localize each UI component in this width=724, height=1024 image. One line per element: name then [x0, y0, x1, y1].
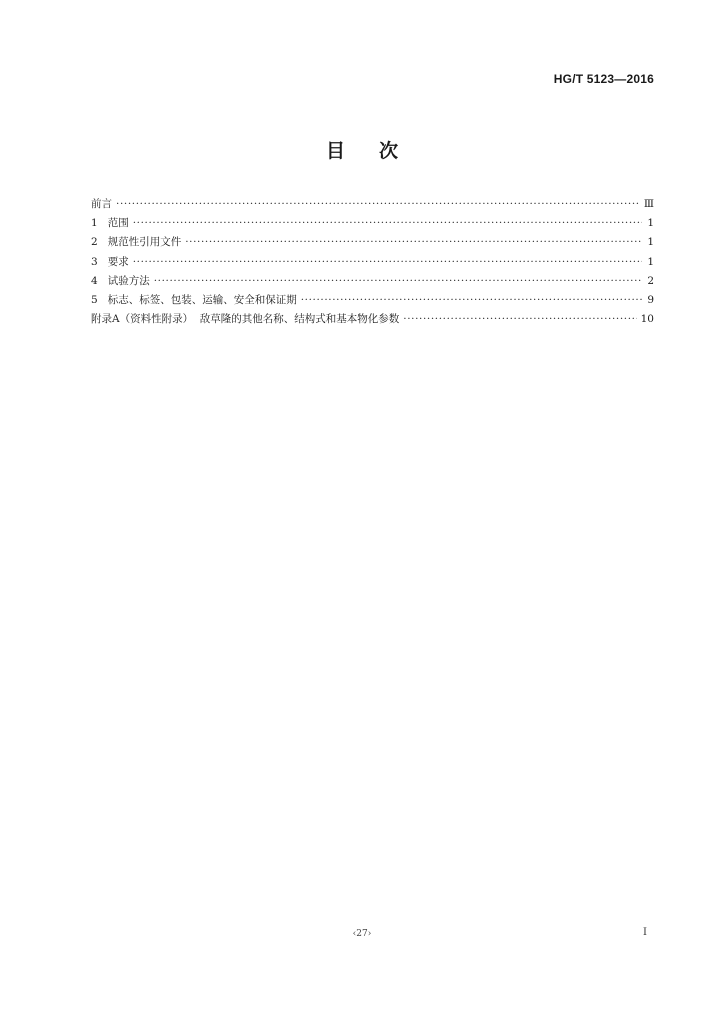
toc-entry-requirements[interactable] [91, 253, 654, 272]
toc-entry-number: 2 [91, 236, 98, 249]
leader-dots [403, 310, 636, 329]
toc-entry-number: 5 [91, 293, 98, 306]
leader-dots [133, 214, 642, 233]
toc-entry-foreword[interactable] [91, 195, 654, 214]
toc-entry-annex-a[interactable] [91, 310, 654, 329]
toc-entry-page: 1 [647, 255, 654, 268]
toc-entry-page: Ⅲ [643, 198, 654, 210]
leader-dots [185, 233, 642, 252]
toc-entry-label: 要求 [107, 255, 129, 268]
toc-entry-page: 9 [647, 293, 654, 306]
toc-entry-label: 规范性引用文件 [107, 236, 182, 249]
toc-entry-page: 1 [647, 236, 654, 249]
footer-mark: ‹27› [352, 929, 372, 939]
toc-entry-normative-references[interactable] [91, 233, 654, 252]
title-char-2: 次 [379, 140, 399, 162]
leader-dots [301, 291, 642, 310]
toc-entry-test-methods[interactable] [91, 272, 654, 291]
leader-dots [116, 195, 640, 214]
toc-entry-number: 1 [91, 217, 98, 230]
toc-entry-label: 附录A（资料性附录） 敌草隆的其他名称、结构式和基本物化参数 [91, 313, 400, 326]
page-number: I [643, 927, 647, 938]
toc-entry-scope[interactable] [91, 214, 654, 233]
toc-entry-label: 范围 [107, 217, 129, 230]
toc-entry-label: 试验方法 [107, 274, 150, 287]
leader-dots [133, 253, 642, 272]
toc-entry-page: 10 [640, 313, 654, 326]
title-char-1: 目 [325, 140, 345, 162]
toc-entry-marking-labeling[interactable] [91, 291, 654, 310]
toc-entry-page: 2 [647, 274, 654, 287]
standard-code: HG/T 5123—2016 [553, 72, 654, 86]
toc-entry-label: 标志、标签、包装、运输、安全和保证期 [107, 293, 297, 306]
table-of-contents [91, 195, 654, 329]
toc-entry-number: 4 [91, 274, 98, 287]
page-title [0, 136, 724, 163]
leader-dots [154, 272, 642, 291]
toc-entry-number: 3 [91, 255, 98, 268]
toc-entry-label: 前言 [91, 198, 112, 210]
toc-entry-page: 1 [647, 217, 654, 230]
